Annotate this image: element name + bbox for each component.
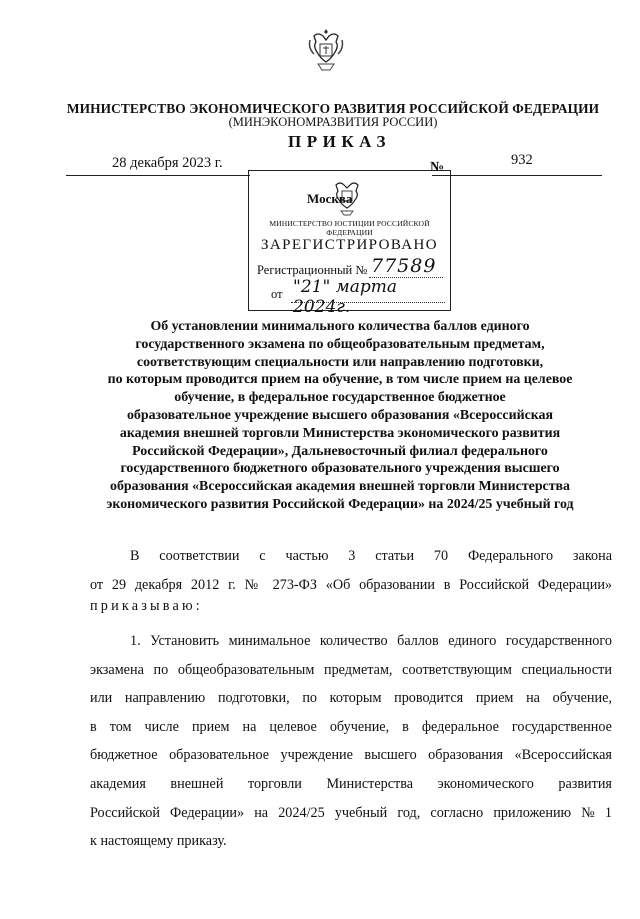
order-date: 28 декабря 2023 г. <box>112 155 223 171</box>
number-underline <box>432 175 602 176</box>
word: по <box>153 661 169 678</box>
word: экзамена <box>90 661 144 678</box>
word: минимальное <box>228 633 311 649</box>
word: направлению <box>124 690 206 707</box>
ministry-short-name: (МИНЭКОНОМРАЗВИТИЯ РОССИИ) <box>228 115 438 129</box>
word: количество <box>319 633 388 649</box>
word: баллов <box>397 633 439 649</box>
word: учебный <box>334 804 388 821</box>
title-line: образования «Всероссийская академия внешней торговли Министерства <box>110 479 570 495</box>
number-sign: № <box>430 160 445 175</box>
word: торговли <box>247 775 302 792</box>
ministry-name: МИНИСТЕРСТВО ЭКОНОМИЧЕСКОГО РАЗВИТИЯ РОССИЙСКОЙ ФЕДЕРАЦИИ <box>66 101 600 116</box>
word: предметам, <box>323 661 393 678</box>
word: образования <box>428 747 504 764</box>
word: Российской <box>90 804 160 821</box>
word: том <box>109 718 132 735</box>
preamble-line: от 29 декабря 2012 г. № 273-ФЗ «Об образовании в Российской Федерации» <box>90 576 612 593</box>
word: обучение, <box>329 718 390 735</box>
title-line: Российской Федерации», Дальневосточный филиал федерального <box>132 443 548 459</box>
order-word: приказываю: <box>90 598 203 614</box>
document-type: ПРИКАЗ <box>288 132 391 151</box>
word: государственное <box>511 718 612 735</box>
item-line <box>90 684 612 713</box>
stamp-place: Москва <box>307 191 353 206</box>
word: внешней <box>170 775 224 792</box>
order-number: 932 <box>511 152 533 168</box>
word: числе <box>144 718 179 735</box>
word: образовательное <box>169 747 270 764</box>
item-line <box>90 770 612 799</box>
word: развития <box>558 775 612 792</box>
stamp-from-date: "21" марта 2024г. <box>293 277 398 317</box>
item-line <box>90 713 612 742</box>
word: год, <box>397 804 421 821</box>
word: приложению <box>493 804 572 821</box>
order-title <box>60 318 620 514</box>
word: учреждение <box>280 747 353 764</box>
word: согласно <box>430 804 484 821</box>
coat-of-arms-emblem <box>306 26 346 74</box>
item-1-paragraph <box>90 627 612 856</box>
word: 1. <box>130 633 141 649</box>
title-line: экономического развития Российской Федерации» на 2024/25 учебный год <box>106 496 574 512</box>
word: прием <box>475 690 514 707</box>
word: федеральное <box>421 718 499 735</box>
word: в <box>402 718 409 735</box>
word: Федерации» <box>170 804 245 821</box>
word: академия <box>90 775 146 792</box>
item-line <box>90 627 612 656</box>
word: экономического <box>437 775 534 792</box>
item-line <box>90 656 612 685</box>
word: «Всероссийская <box>514 747 612 764</box>
word: 1 <box>604 804 612 821</box>
word: общеобразовательным <box>177 661 315 678</box>
word: по <box>302 690 317 707</box>
title-line: обучение, в федеральное государственное бюджетное <box>174 390 506 406</box>
word: соответствующим <box>402 661 512 678</box>
word: на <box>242 718 257 735</box>
word: на <box>526 690 540 707</box>
title-line: государственного экзамена по общеобразовательным предметам, <box>135 336 545 352</box>
word: специальности <box>521 661 612 678</box>
title-line: соответствующим специальности или направлению подготовки, <box>136 354 544 370</box>
title-line: государственного бюджетного образовательного учреждения высшего <box>120 461 560 477</box>
word: № <box>581 804 595 821</box>
title-line: Об установлении минимального количества баллов единого <box>150 319 530 334</box>
word: которым <box>329 690 382 707</box>
word: обучение, <box>552 690 612 707</box>
word: государственного <box>505 633 612 649</box>
stamp-date-underline <box>291 302 445 303</box>
word: Установить <box>150 633 220 649</box>
word: целевое <box>269 718 317 735</box>
preamble-paragraph <box>90 542 612 599</box>
registration-stamp <box>248 170 451 317</box>
word: в <box>90 718 97 735</box>
word: проводится <box>394 690 464 707</box>
word: 2024/25 <box>278 804 325 821</box>
item-line <box>90 799 612 828</box>
stamp-ministry: МИНИСТЕРСТВО ЮСТИЦИИ РОССИЙСКОЙ ФЕДЕРАЦИИ <box>269 219 430 237</box>
title-line: образовательное учреждение высшего образования «Всероссийская <box>126 407 554 423</box>
stamp-registered: ЗАРЕГИСТРИРОВАНО <box>260 237 438 253</box>
word: прием <box>191 718 230 735</box>
item-line <box>90 741 612 770</box>
word: или <box>90 690 113 707</box>
word: высшего <box>364 747 417 764</box>
item-line: к настоящему приказу. <box>90 833 227 850</box>
stamp-reg-label: Регистрационный № <box>257 263 368 277</box>
stamp-from-label: от <box>271 287 283 301</box>
stamp-reg-number: 77589 <box>371 255 437 277</box>
word: на <box>254 804 269 821</box>
title-line: по которым проводится прием на обучение, в том числе прием на целевое <box>107 372 573 388</box>
word: бюджетное <box>90 747 158 764</box>
word: единого <box>448 633 497 649</box>
preamble-line: В соответствии с частью 3 статьи 70 Федерального закона <box>130 548 612 564</box>
date-underline <box>66 175 250 176</box>
title-line: академия внешней торговли Министерства экономического развития <box>119 425 561 441</box>
word: подготовки, <box>217 690 290 707</box>
word: Министерства <box>326 775 414 792</box>
